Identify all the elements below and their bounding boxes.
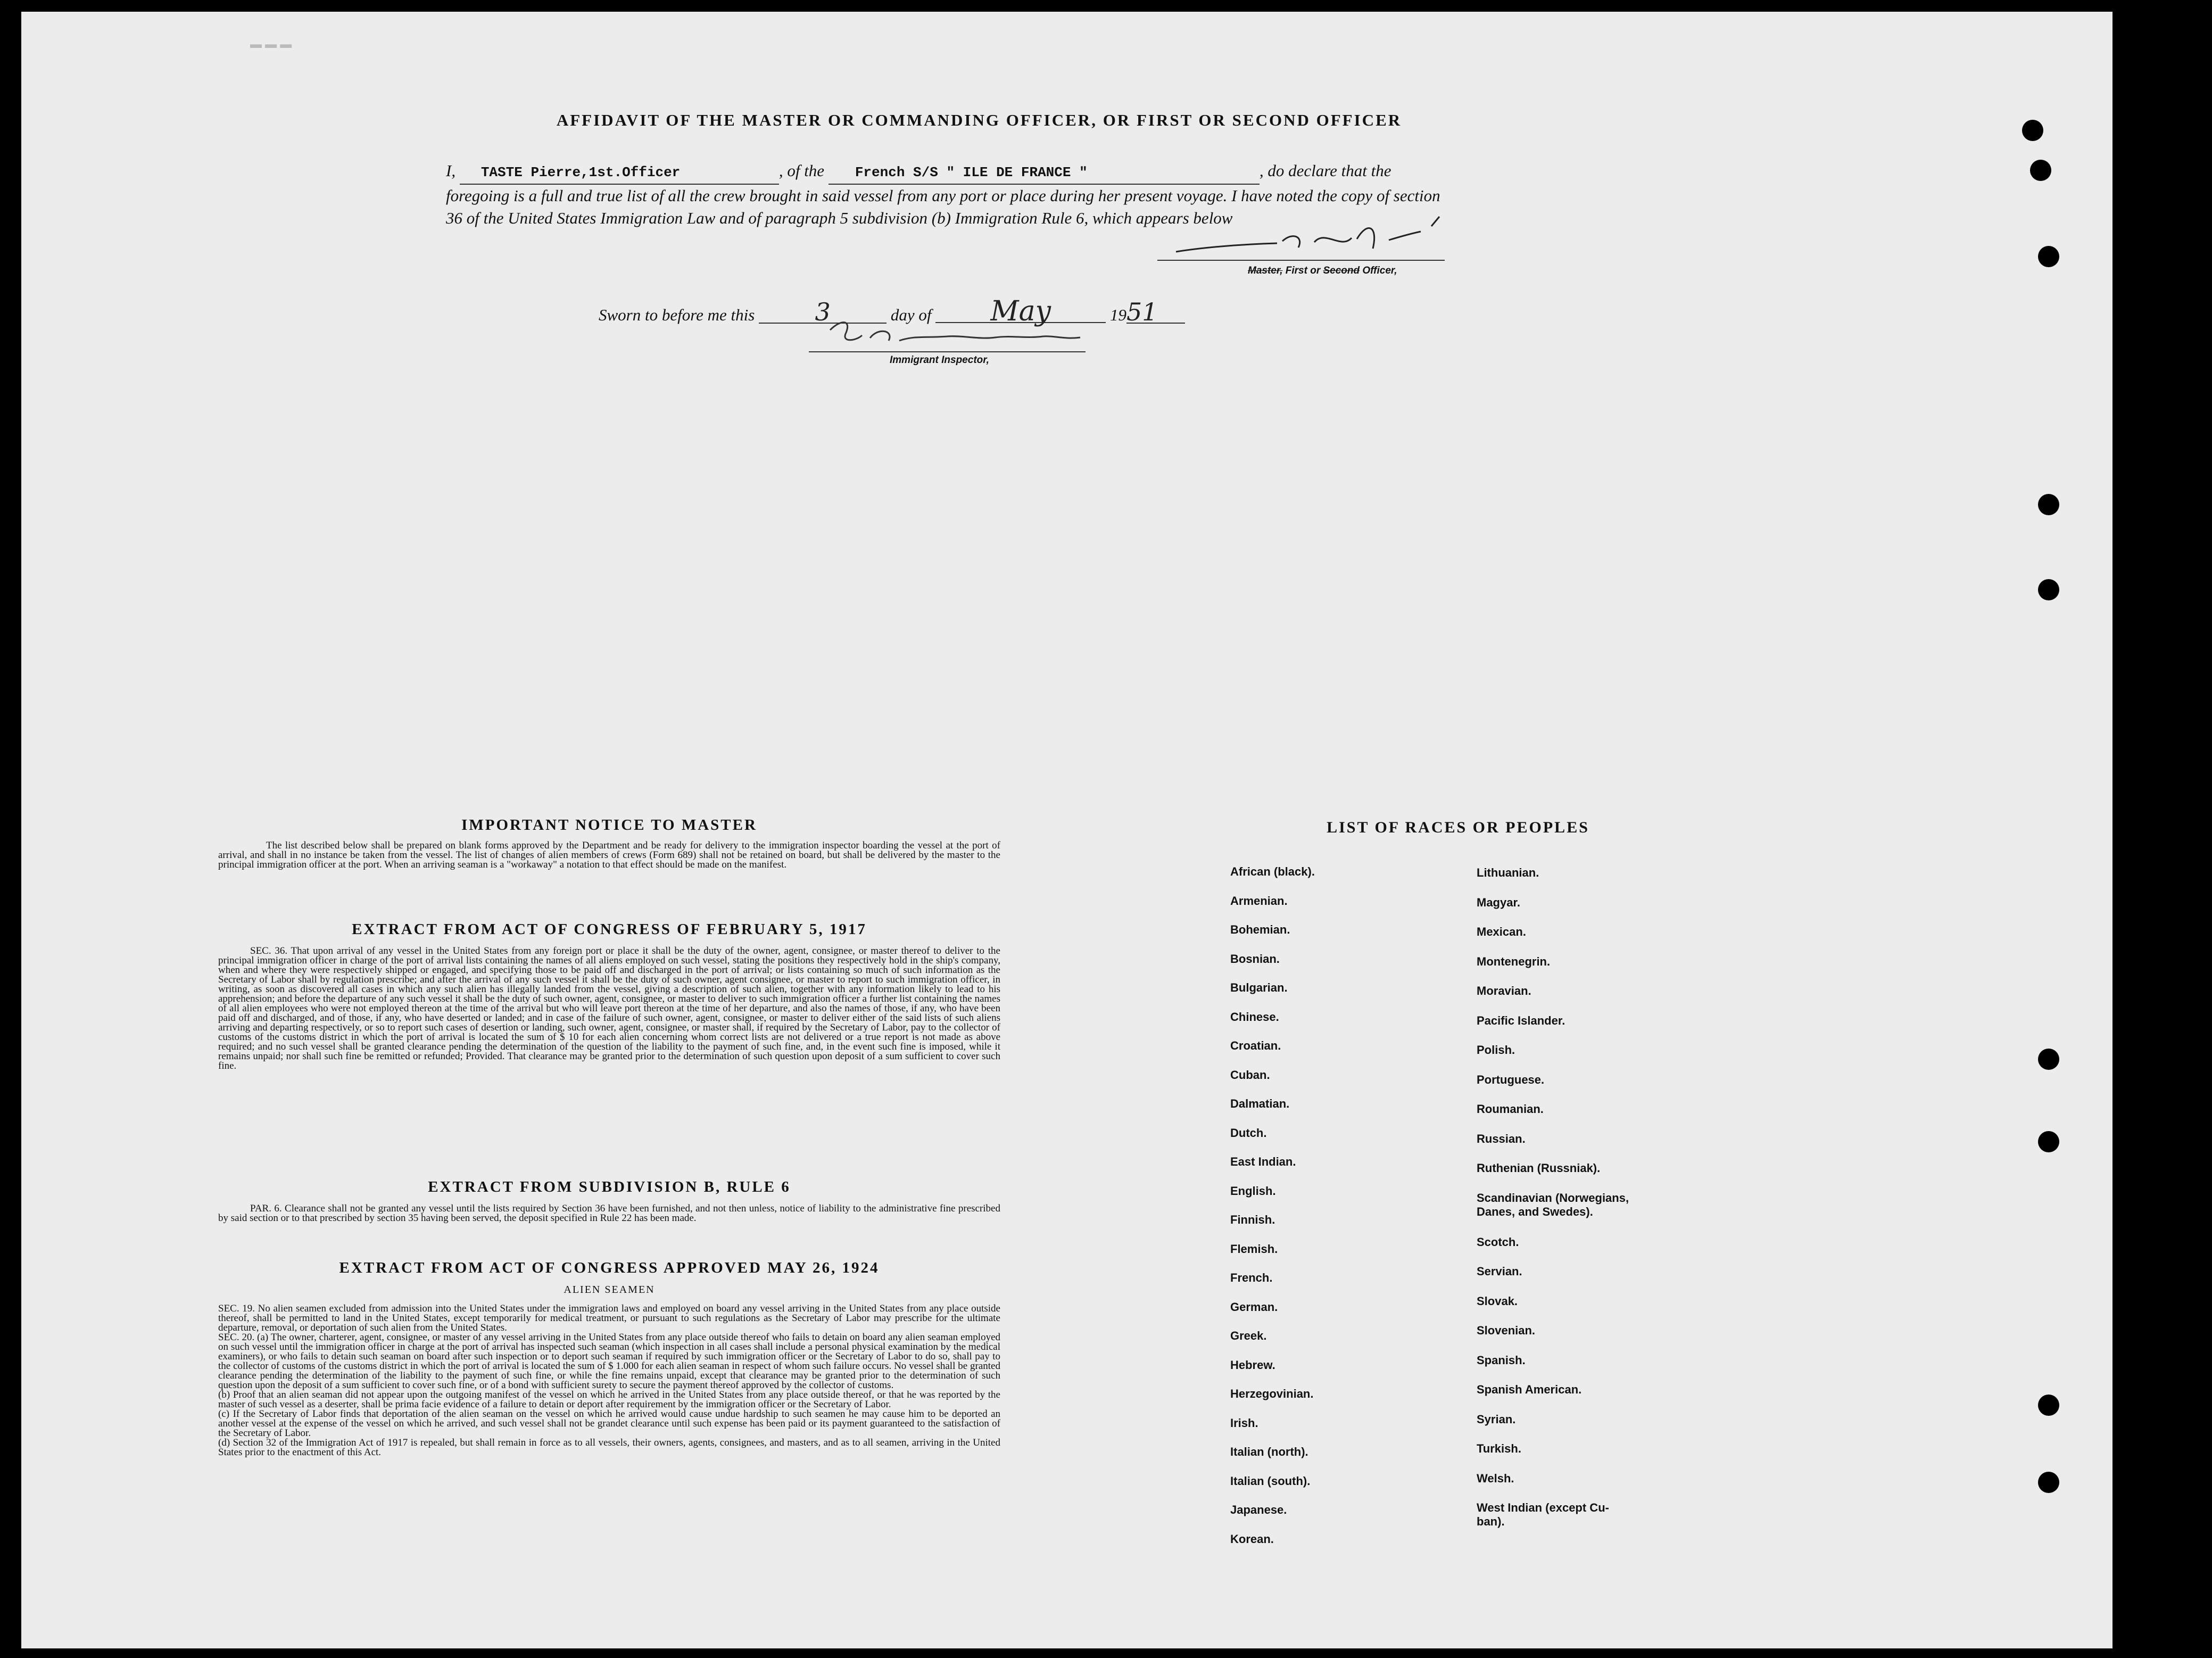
- race-item: Bosnian.: [1230, 952, 1280, 966]
- race-item: Chinese.: [1230, 1010, 1279, 1024]
- race-item: Magyar.: [1477, 895, 1520, 909]
- race-item: Polish.: [1477, 1043, 1515, 1057]
- caption-master: Master,: [1248, 265, 1283, 276]
- race-item: Dalmatian.: [1230, 1097, 1290, 1110]
- race-item: East Indian.: [1230, 1155, 1296, 1168]
- binder-hole: [2038, 1049, 2059, 1070]
- sworn-prefix: Sworn to before me this: [599, 306, 755, 324]
- sworn-year: 51: [1126, 301, 1185, 324]
- vessel-name: French S/S " ILE DE FRANCE ": [855, 164, 1088, 180]
- race-item: Ruthenian (Russniak).: [1477, 1161, 1601, 1175]
- inspector-line: [809, 351, 1086, 352]
- race-item: Slovenian.: [1477, 1324, 1536, 1338]
- race-item: Italian (north).: [1230, 1445, 1308, 1458]
- binder-hole: [2038, 1472, 2059, 1493]
- corner-mark: ▬ ▬ ▬: [250, 37, 292, 51]
- sworn-day-of: day of: [890, 306, 932, 324]
- race-item: Greek.: [1230, 1329, 1267, 1342]
- race-item: Spanish American.: [1477, 1383, 1582, 1397]
- binder-hole: [2038, 494, 2059, 515]
- affidavit-title: AFFIDAVIT OF THE MASTER OR COMMANDING OFFICER, OR FIRST OR SECOND OFFICER: [556, 111, 1402, 129]
- binder-hole: [2038, 579, 2059, 600]
- race-item: Russian.: [1477, 1132, 1526, 1145]
- race-item: Slovak.: [1477, 1294, 1518, 1308]
- race-item: Montenegrin.: [1477, 954, 1551, 968]
- sworn-year-printed: 19: [1109, 306, 1126, 324]
- race-item: Finnish.: [1230, 1213, 1275, 1226]
- race-item: French.: [1230, 1271, 1273, 1284]
- binder-hole: [2022, 120, 2043, 141]
- notice-body: The list described below shall be prepared on blank forms approved by the Department and be ready for delivery to the immigration inspector boarding the vessel at the port of arrival, and shall in no instance be taken from the vessel. The list of changes of alien members of crews (Form 689) shall not be retained on board, but shall be delivered by the master to the principal immigration officer at the port. When an arriving seaman is a "workaway" a notation to that effect should be made on the manifest.: [218, 840, 1000, 870]
- notice-title: IMPORTANT NOTICE TO MASTER: [461, 816, 757, 834]
- extract-1917-body: SEC. 36. That upon arrival of any vessel in the United States from any foreign port or place it shall be the duty of the owner, agent, consignee, or master thereof to deliver to the principal immigration officer in charge of the port of arrival lists containing the names of all aliens employed on such vessel, stating the positions they respectively hold in the ship's company, when and where they were respectively shipped or engaged, and specifying those to be paid off and discharged in the port of arrival; or lists containing so much of such information as the Secretary of Labor shall by regulation prescribe; and after the arrival of any such vessel it shall be the duty of such owner, agent consignee, or master to report to such immigration officer, in writing, as soon as discovered all cases in which any such alien has illegally landed from the vessel, giving a description of such alien, together with any information likely to lead to his apprehension; and before the departure of any such vessel it shall be the duty of such owner, agent, consignee, or master to deliver to such immigration officer a further list containing the names of all alien employees who were not employed thereon at the time of the arrival but who will leave port thereon at the time of her departure, and also the names of those, if any, who have been paid off and discharged, and of those, if any, who have deserted or landed; and in case of the failure of such owner, agent, consignee, or master to deliver either of the said lists of such aliens arriving and departing respectively, or so to report such cases of desertion or landing, such owner, agent, consignee, or master shall, if required by the Secretary of Labor, pay to the collector of customs of the customs district in which the port of arrival is located the sum of $ 10 for each alien concerning whom correct lists are not delivered or a true report is not made as above required; and no such vessel shall be granted clearance pending the determination of the question of the liability to the payment of such fine, and, in the event such fine is imposed, while it remains unpaid; nor shall such fine be remitted or refunded; Provided. That clearance may be granted prior to the determination of such question upon deposit of a sum sufficient to cover such fine.: [218, 945, 1000, 1071]
- declaration-prefix: I,: [446, 161, 456, 180]
- officer-name: TASTE Pierre,1st.Officer: [480, 164, 681, 180]
- declaration-body: that the foregoing is a full and true list of all the crew brought in said vessel from any port or place during her present voyage. I have noted the copy of section 36 of the United States Immigration Law and of paragraph 5 subdivision (b) Immigration Rule 6, which appears below: [446, 161, 1440, 227]
- race-item: African (black).: [1230, 865, 1315, 878]
- race-item: Mexican.: [1477, 925, 1526, 938]
- race-item: Turkish.: [1477, 1442, 1521, 1456]
- caption-second: Second: [1323, 265, 1360, 276]
- race-item: Japanese.: [1230, 1503, 1287, 1516]
- race-item: Herzegovinian.: [1230, 1387, 1314, 1400]
- extract-1924-body: SEC. 19. No alien seamen excluded from admission into the United States under the immigration laws and employed on board any vessel arriving in the United States from any place outside thereof, shall be permitted to land in the United States, except temporarily for medical treatment, or pursuant to such regulations as the Secretary of Labor may prescribe for the ultimate departure, removal, or deportation of such alien from the United States. SEC. 20. (a) The owner, charterer, agent, consignee, or master of any vessel arriving in the United States from any place outside thereof who fails to detain on board any alien seaman employed on such vessel until the immigration officer in charge at the port of arrival has inspected such seaman (which inspection in all cases shall include a personal physical examination by the medical examiners), or who fails to detain such seaman on board after such inspection or to deport such seaman if required by such immigration officer or the Secretary of Labor to do so, shall pay to the collector of customs of the customs district in which the port of arrival is located the sum of $ 1.000 for each alien seaman in respect of whom such failure occurs. No vessel shall be granted clearance pending the determination of the liability to the payment of such fine, or while the fine remains unpaid, except that clearance may be granted prior to the determination of such question upon the deposit of a sum sufficient to cover such fine, or of a bond with sufficient surety to secure the payment thereof approved by the collector of customs. (b) Proof that an alien seaman did not appear upon the outgoing manifest of the vessel on which he arrived in the United States from any place outside thereof, or that he was reported by the master of such vessel as a deserter, shall be prima facie evidence of a failure to detain or deport after requirement by the immigration officer or the Secretary of Labor. (c) If the Secretary of Labor finds that deportation of the alien seaman on the vessel on which he arrived would cause undue hardship to such seamen he may cause him to be deported an another vessel at the expense of the vessel on which he arrived, and such vessel shall not be grandet clearance until such expense has been paid or its payment guaranteed to the satisfaction of the Secretary of Labor. (d) Section 32 of the Immigration Act of 1917 is repealed, but shall remain in force as to all vessels, their owners, agents, consignees, and masters, and as to all seamen, arriving in the United States prior to the enactment of this Act.: [218, 1303, 1000, 1458]
- race-item: Cuban.: [1230, 1068, 1270, 1082]
- race-item: Bulgarian.: [1230, 981, 1288, 994]
- officer-name-field: [460, 161, 779, 185]
- extract-rule6-body: PAR. 6. Clearance shall not be granted any vessel until the lists required by Section 36 have been furnished, and not then unless, notice of liability to the administrative fine prescribed by said section or to that prescribed by section 35 having been served, the deposit specified in Rule 22 has been made.: [218, 1203, 1000, 1224]
- race-item: Flemish.: [1230, 1242, 1278, 1256]
- binder-hole: [2038, 1131, 2059, 1152]
- race-item: Pacific Islander.: [1477, 1013, 1565, 1027]
- race-item: Roumanian.: [1477, 1102, 1544, 1116]
- race-item: English.: [1230, 1184, 1276, 1198]
- race-item: Dutch.: [1230, 1126, 1267, 1140]
- race-item: Welsh.: [1477, 1471, 1514, 1485]
- do-declare-text: , do declare: [1259, 161, 1337, 180]
- vessel-name-field: [829, 161, 1260, 185]
- extract-1917-title: EXTRACT FROM ACT OF CONGRESS OF FEBRUARY 5, 1917: [352, 921, 867, 938]
- race-item: Bohemian.: [1230, 923, 1290, 936]
- race-item: Italian (south).: [1230, 1474, 1311, 1488]
- binder-hole: [2038, 246, 2059, 267]
- race-item: Korean.: [1230, 1532, 1274, 1546]
- race-item: Lithuanian.: [1477, 866, 1539, 879]
- of-the-text: , of the: [778, 161, 825, 180]
- extract-rule6-title: EXTRACT FROM SUBDIVISION B, RULE 6: [428, 1178, 791, 1195]
- race-item: Portuguese.: [1477, 1073, 1545, 1086]
- race-item: West Indian (except Cu- ban).: [1477, 1501, 1609, 1529]
- race-item: Syrian.: [1477, 1412, 1516, 1426]
- race-item: Spanish.: [1477, 1353, 1526, 1367]
- inspector-caption: Immigrant Inspector,: [890, 354, 989, 366]
- extract-1924-subtitle: ALIEN SEAMEN: [564, 1284, 655, 1296]
- race-item: Armenian.: [1230, 894, 1288, 908]
- caption-officer: Officer,: [1360, 265, 1397, 276]
- race-item: Servian.: [1477, 1265, 1522, 1278]
- race-item: Scandinavian (Norwegians, Danes, and Swedes).: [1477, 1191, 1629, 1218]
- caption-first: First or: [1282, 265, 1323, 276]
- extract-1924-title: EXTRACT FROM ACT OF CONGRESS APPROVED MAY 26, 1924: [339, 1259, 880, 1276]
- race-item: Moravian.: [1477, 984, 1531, 997]
- race-item: Irish.: [1230, 1416, 1258, 1430]
- race-item: Hebrew.: [1230, 1358, 1275, 1372]
- inspector-signature: [819, 314, 1096, 351]
- race-item: German.: [1230, 1300, 1278, 1314]
- races-title: LIST OF RACES OR PEOPLES: [1327, 819, 1589, 836]
- binder-hole: [2038, 1395, 2059, 1416]
- binder-hole: [2030, 160, 2051, 181]
- officer-signature: [1155, 210, 1485, 258]
- sworn-month: May: [935, 301, 1106, 323]
- race-item: Croatian.: [1230, 1039, 1281, 1052]
- sworn-day: 3: [759, 301, 887, 324]
- signature-line: [1157, 260, 1445, 261]
- race-item: Scotch.: [1477, 1235, 1519, 1249]
- signature-caption: [1248, 265, 1397, 277]
